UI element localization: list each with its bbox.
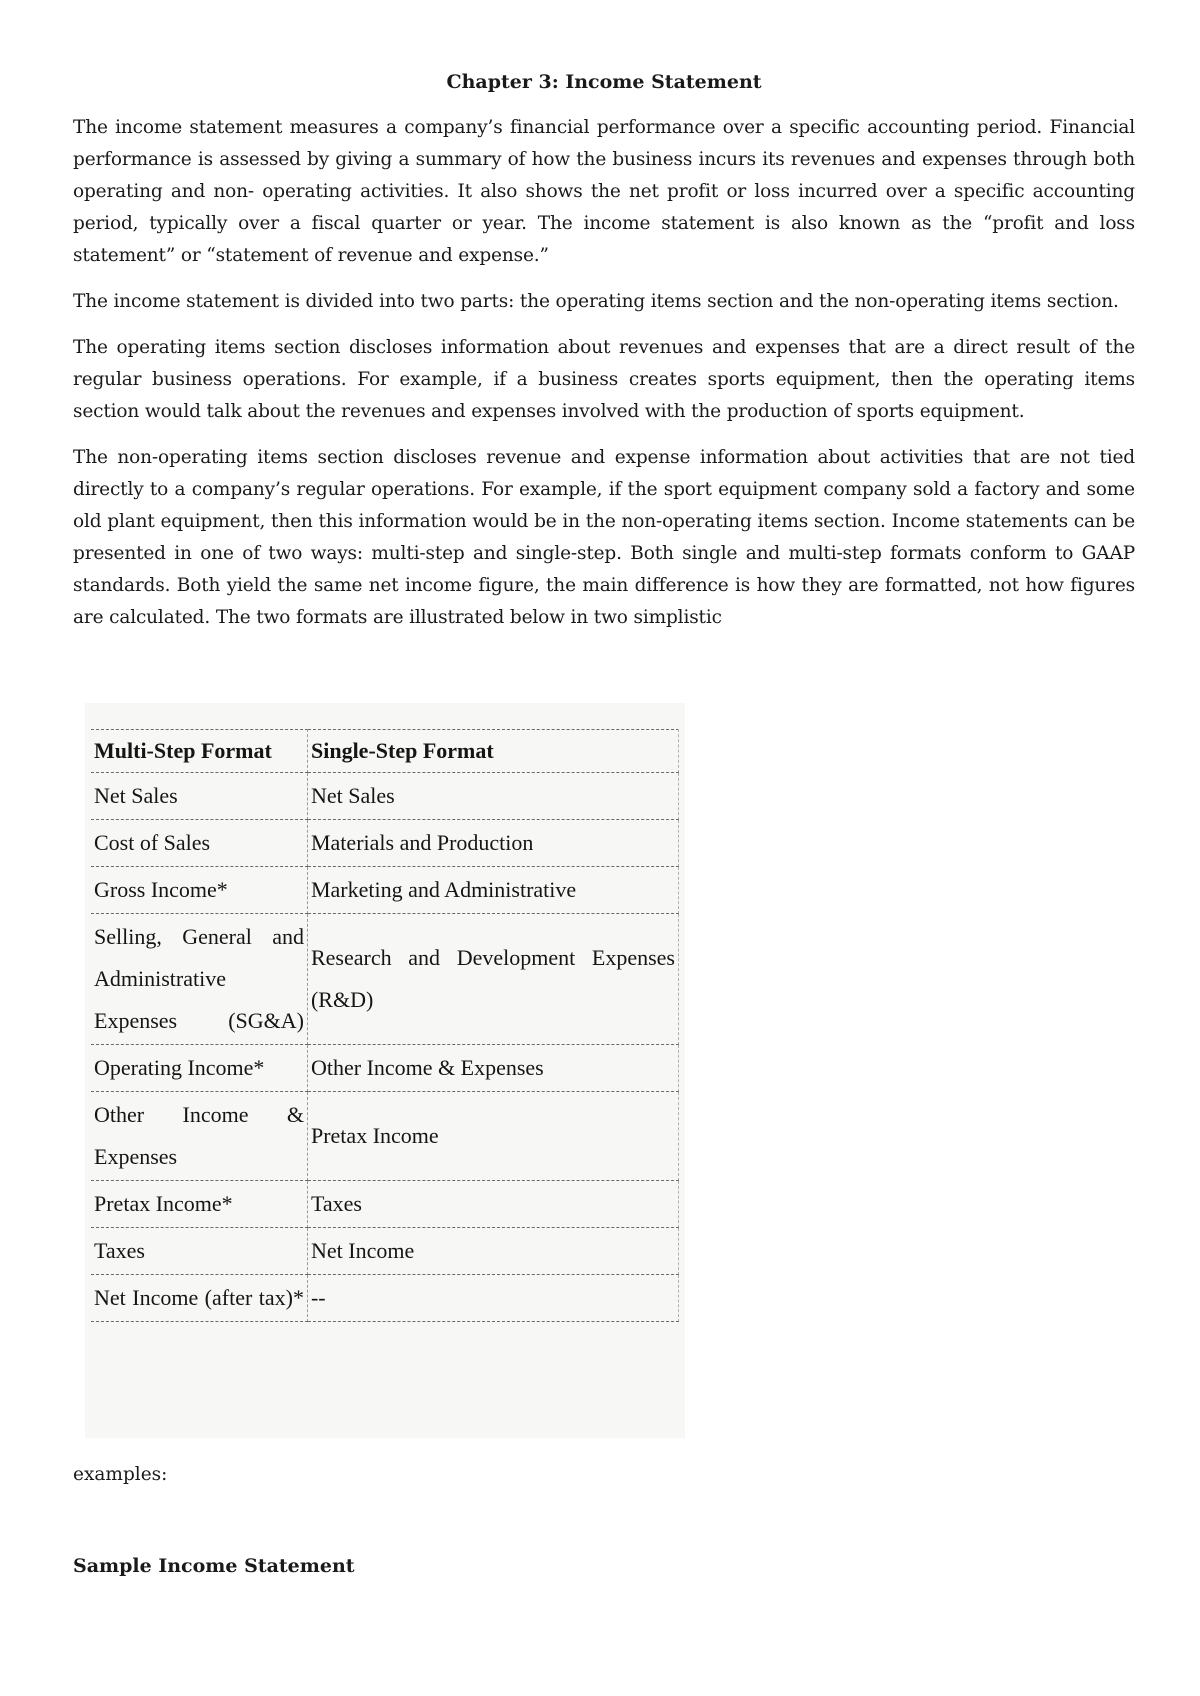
examples-label: examples: [73,1464,168,1485]
table-row [91,1045,679,1092]
paragraph-two-parts: The income statement is divided into two parts: the operating items section and the non-operating items section. [73,291,1119,312]
multi-step-cell: Net Income (after tax)* [91,1275,307,1322]
multi-step-cell: Net Sales [91,773,307,820]
multi-step-cell: Pretax Income* [91,1181,307,1228]
chapter-title: Chapter 3: Income Statement [446,71,762,93]
single-step-cell: Other Income & Expenses [307,1045,678,1092]
single-step-cell: Net Sales [307,773,678,820]
header-single-step: Single-Step Format [307,730,678,773]
table-row [91,1181,679,1228]
table-row [91,1228,679,1275]
table-row [91,1275,679,1322]
format-comparison-table [91,729,679,1322]
header-multi-step: Multi-Step Format [91,730,307,773]
single-step-cell: -- [307,1275,678,1322]
single-step-cell: Net Income [307,1228,678,1275]
single-step-cell: Marketing and Administrative [307,867,678,914]
multi-step-cell: Cost of Sales [91,820,307,867]
multi-step-cell: Operating Income* [91,1045,307,1092]
multi-step-cell: Other Income & Expenses [91,1092,307,1181]
paragraph-intro: The income statement measures a company’s financial performance over a specific accounting period. Financial performance is assessed by giving a summary of how the business incurs its revenues and expenses through both operating and non- operating activities. It also shows the net profit or loss incurred over a specific accounting period, typically over a fiscal quarter or year. The income statement is also known as the “profit and loss statement” or “statement of revenue and expense.” [73,117,1135,266]
table-row [91,914,679,1045]
multi-step-cell: Gross Income* [91,867,307,914]
table-row [91,773,679,820]
document-page [73,70,1135,648]
multi-step-cell: Selling, General and Administrative Expenses (SG&A) [91,914,307,1045]
paragraph-operating-items: The operating items section discloses information about revenues and expenses that are a direct result of the regular business operations. For example, if a business creates sports equipment, then the operating items section would talk about the revenues and expenses involved with the production of sports equipment. [73,337,1135,422]
multi-step-cell: Taxes [91,1228,307,1275]
single-step-cell: Pretax Income [307,1092,678,1181]
table-row [91,820,679,867]
single-step-cell: Research and Development Expenses (R&D) [307,914,678,1045]
single-step-cell: Materials and Production [307,820,678,867]
single-step-cell: Taxes [307,1181,678,1228]
table-row [91,867,679,914]
table-row [91,1092,679,1181]
table-header-row [91,730,679,773]
format-comparison-image [85,703,685,1438]
paragraph-non-operating-items: The non-operating items section discloses revenue and expense information about activities that are not tied directly to a company’s regular operations. For example, if the sport equipment company sold a factory and some old plant equipment, then this information would be in the non-operating items section. Income statements can be presented in one of two ways: multi-step and single-step. Both single and multi-step formats conform to GAAP standards. Both yield the same net income figure, the main difference is how they are formatted, not how figures are calculated. The two formats are illustrated below in two simplistic [73,447,1135,628]
sample-income-statement-heading: Sample Income Statement [73,1555,355,1577]
